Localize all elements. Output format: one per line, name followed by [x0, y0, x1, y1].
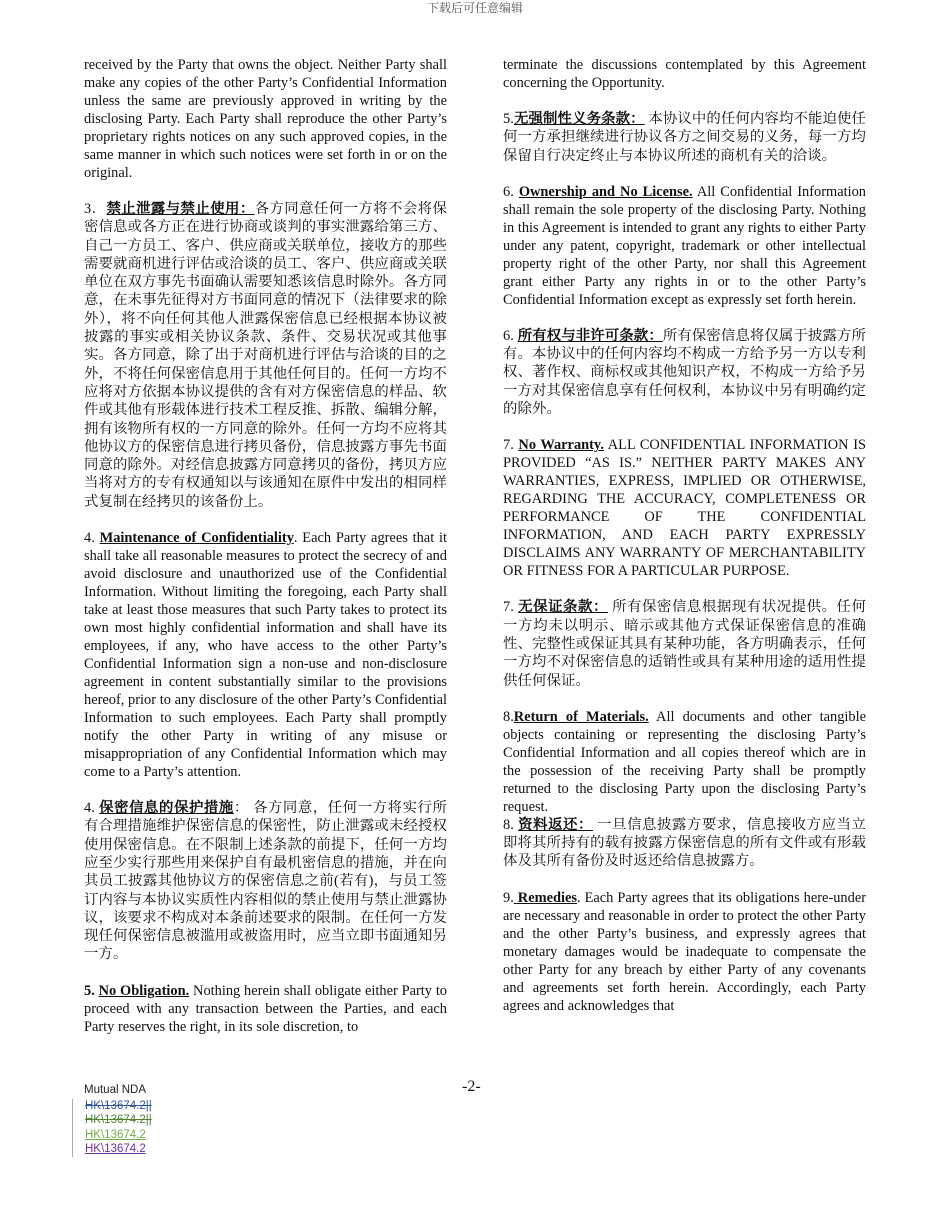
clause-body: ALL CONFIDENTIAL INFORMATION IS PROVIDED “AS IS.” NEITHER PARTY MAKES ANY WARRANTIES, EXPRESS, IMPLIED OR OTHERWISE, REGARDING THE ACCURACY, COMPLETENESS OR PERFORMANCE OF THE CONFIDENTIAL INFORMATION, AND EACH PARTY EXPRESSLY DISCLAIMS ANY WARRANTY OF MERCHANTABILITY OR FITNESS FOR A PARTICULAR PURPOSE.	[503, 437, 866, 580]
clause-heading: 无保证条款：	[518, 599, 608, 616]
paragraph-return-of-objects-continued: received by the Party that owns the object. Neither Party shall make any copies of the other Party’s Confidential Information unless the same are previously approved in writing by the disclosing Party. Each Party shall reproduce the other Party’s proprietary rights notices on any such approved copies, in the same manner in which such notices were set forth in or on the original.	[84, 57, 447, 181]
clause-9-en	[503, 889, 866, 1015]
clause-5-zh	[503, 110, 866, 165]
clause-heading: Remedies	[513, 889, 577, 906]
left-column	[84, 56, 447, 1036]
clause-5-en	[84, 982, 447, 1036]
footer-document-label: Mutual NDA	[84, 1084, 146, 1096]
doc-ref-inserted: HK\13674.2	[85, 1143, 146, 1156]
clause-number: 6.	[503, 327, 518, 344]
clause-number: 7.	[503, 437, 519, 454]
paragraph-terminate-discussions: terminate the discussions contemplated by this Agreement concerning the Opportunity.	[503, 57, 866, 91]
clause-number: 4.	[84, 530, 100, 547]
clause-4-en	[84, 529, 447, 781]
clause-6-zh	[503, 327, 866, 418]
clause-heading: 无强制性义务条款：	[514, 111, 645, 127]
clause-4-zh	[84, 799, 447, 964]
clause-body: Nothing herein shall obligate either Party to proceed with any transaction between the Parties, and each Party reserves the right, in its sole discretion, to	[84, 982, 448, 1035]
clause-body: . Each Party agrees that its obligations here-under are necessary and reasonable in order to protect the other Party and the other Party’s business, and expressly agrees that monetary damages would be inadequate to compensate the other Party for any breach by either Party of any covenants and agreements set forth herein. Accordingly, each Party agrees and acknowledges that	[503, 889, 867, 1014]
clause-number: 5.	[503, 111, 514, 127]
clause-body: All documents and other tangible objects containing or representing the disclosing Party’s Confidential Information and all copies thereof which are in the possession of the receiving Party shall be promptly returned to the disclosing Party upon the disclosing Party’s request.	[503, 708, 866, 815]
clause-body: ： 各方同意，任何一方将实行所有合理措施维护保密信息的保密性，防止泄露或未经授权使用保密信息。在不限制上述条款的前提下，任何一方均应至少实行那些用来保护自有最机密信息的措施，并在向其员工披露其他协议方的保密信息之前(若有)，与员工签订内容与本协议实质性内容相似的禁止使用与禁止泄露协议，该要求不构成对本条前述要求的限制。在任何一方发现任何保密信息被滥用或被盗用时，应当立即书面通知另一方。	[84, 800, 447, 963]
clause-body: All Confidential Information shall remain the sole property of the disclosing Party. Nothing in this Agreement is intended to grant any rights to either Party under any patent, copyright, trademark or other intellectual property right of the other Party, nor shall this Agreement grant either Party any rights in or to the other Party’s Confidential Information except as expressly set forth herein.	[503, 183, 867, 308]
clause-heading: Ownership and No License.	[518, 183, 693, 200]
clause-body: . Each Party agrees that it shall take all reasonable measures to protect the secrecy of and avoid disclosure and unauthorized use of the Confidential Information. Without limiting the foregoing, each Party shall take at least those measures that such Party takes to protect its own most highly confidential information and shall have its employees, if any, who have access to the other Party’s Confidential Information sign a non-use and non-disclosure agreement in content substantially similar to the provisions hereof, prior to any disclosure of the other Party’s Confidential Information to such employees. Each Party shall promptly notify the other Party in writing of any misuse or misappropriation of any Confidential Information which may come to a Party’s attention.	[84, 530, 447, 781]
clause-number: 3．	[84, 201, 107, 217]
clause-heading: Maintenance of Confidentiality	[99, 530, 294, 547]
clause-number: 8.	[503, 816, 519, 833]
clause-heading: No Warranty.	[518, 437, 604, 454]
page-number: -2-	[462, 1078, 481, 1095]
clause-8-en	[503, 708, 866, 816]
clause-number: 4.	[84, 800, 100, 817]
document-reference-list	[72, 1099, 152, 1157]
clause-heading: 所有权与非许可条款：	[517, 327, 663, 344]
clause-7-zh	[503, 598, 866, 689]
clause-number: 6.	[503, 183, 519, 200]
clause-7-en	[503, 436, 866, 580]
clause-body: 本协议中的任何内容均不能迫使任何一方承担继续进行协议各方之间交易的义务，每一方均保留自行决定终止与本协议所述的商机有关的洽谈。	[503, 111, 866, 164]
clause-heading: No Obligation.	[98, 982, 190, 999]
download-note: 下载后可任意编辑	[426, 1, 523, 15]
doc-ref-inserted: HK\13674.2	[85, 1128, 146, 1141]
clause-number: 9.	[503, 889, 514, 906]
clause-3-zh	[84, 200, 447, 511]
clause-6-en	[503, 183, 866, 309]
clause-number: 7.	[503, 599, 519, 616]
clause-body: 所有保密信息将仅属于披露方所有。本协议中的任何内容均不构成一方给予另一方以专利权、著作权、商标权或其他知识产权，不构成一方给予另一方对其保密信息享有任何权利，本协议中另有明确约定的除外。	[503, 327, 866, 418]
clause-8-zh	[503, 816, 866, 871]
clause-number: 8.	[503, 708, 514, 725]
clause-heading: 保密信息的保护措施	[99, 800, 234, 817]
right-column	[503, 56, 866, 1015]
clause-heading: Return of Materials.	[513, 708, 649, 725]
doc-ref-deleted: HK\13674.2||	[85, 1100, 152, 1112]
clause-body: 所有保密信息根据现有状况提供。任何一方均未以明示、暗示或其他方式保证保密信息的准确性、完整性或保证其具有某种功能，各方明确表示，任何一方均不对保密信息的适销性或具有某种用途的适用性提供任何保证。	[503, 599, 866, 689]
clause-heading: 资料返还：	[518, 816, 593, 833]
clause-number: 5.	[84, 982, 99, 999]
clause-heading: 禁止泄露与禁止使用：	[106, 201, 255, 217]
clause-body: 各方同意任何一方将不会将保密信息或各方正在进行协商或谈判的事实泄露给第三方、自己一方员工、客户、供应商或关联单位，接收方的那些需要就商机进行评估或洽谈的员工、客户、供应商或关联单位在双方事先书面确认需要知悉该信息时除外。各方同意，在未事先征得对方书面同意的情况下（法律要求的除外），将不向任何其他人泄露保密信息已经根据本协议被披露的事实或相关协议条款、条件、交易状况或其他事实。各方同意，除了出于对商机进行评估与洽谈的目的之外，不将任何保密信息用于其他任何目的。任何一方均不应将对方依据本协议提供的含有对方保密信息的样品、软件或其他有形载体进行技术工程反推、拆散、编辑分解，拥有该物所有权的一方同意的除外。任何一方均不应将其他协议方的保密信息进行拷贝备份，信息披露方事先书面同意的除外。对经信息披露方同意拷贝的备份，拷贝方应当将对方的专有权通知以与该通知在原件中发出的相同样式复制在经拷贝的该备份上。	[84, 201, 447, 510]
doc-ref-deleted: HK\13674.2||	[85, 1114, 152, 1127]
clause-body: 一旦信息披露方要求，信息接收方应当立即将其所持有的载有披露方保密信息的所有文件或有形载体及其所有备份及时返还给信息披露方。	[503, 816, 866, 870]
